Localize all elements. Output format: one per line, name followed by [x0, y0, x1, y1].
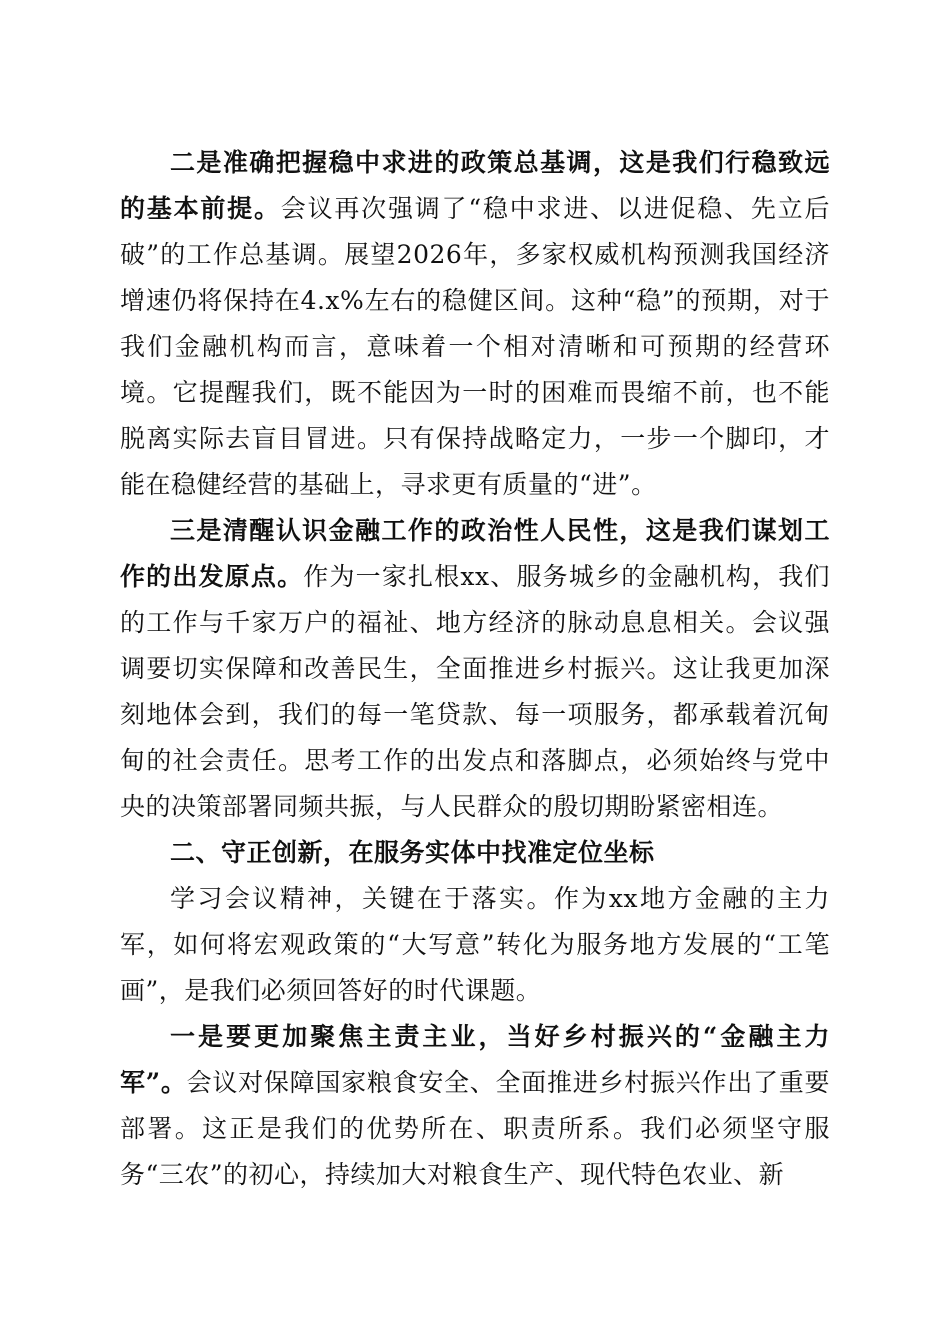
- paragraph-lead: 二是准确把握稳中求进的政策总基调，这是我们行稳致远的基本前提。: [120, 148, 830, 223]
- paragraph-stability: [120, 140, 830, 508]
- paragraph-lead: 一是要更加聚焦主责主业，当好乡村振兴的“金融主力军”。: [120, 1022, 830, 1097]
- paragraph-political-nature: [120, 508, 830, 830]
- paragraph-body: 会议对保障国家粮食安全、全面推进乡村振兴作出了重要部署。这正是我们的优势所在、职责所系。我们必须坚守服务“三农”的初心，持续加大对粮食生产、现代特色农业、新: [120, 1068, 830, 1189]
- paragraph-body: 作为一家扎根xx、服务城乡的金融机构，我们的工作与千家万户的福祉、地方经济的脉动息息相关。会议强调要切实保障和改善民生，全面推进乡村振兴。这让我更加深刻地体会到，我们的每一笔贷款、每一项服务，都承载着沉甸甸的社会责任。思考工作的出发点和落脚点，必须始终与党中央的决策部署同频共振，与人民群众的殷切期盼紧密相连。: [120, 562, 830, 821]
- paragraph-lead: 三是清醒认识金融工作的政治性人民性，这是我们谋划工作的出发原点。: [120, 516, 830, 591]
- section-intro: 学习会议精神，关键在于落实。作为xx地方金融的主力军，如何将宏观政策的“大写意”转化为服务地方发展的“工笔画”，是我们必须回答好的时代课题。: [120, 884, 830, 1005]
- paragraph-body: 会议再次强调了“稳中求进、以进促稳、先立后破”的工作总基调。展望2026年，多家权威机构预测我国经济增速仍将保持在4.x%左右的稳健区间。这种“稳”的预期，对于我们金融机构而言，意味着一个相对清晰和可预期的经营环境。它提醒我们，既不能因为一时的困难而畏缩不前，也不能脱离实际去盲目冒进。只有保持战略定力，一步一个脚印，才能在稳健经营的基础上，寻求更有质量的“进”。: [120, 194, 830, 499]
- section-heading: 二、守正创新，在服务实体中找准定位坐标: [170, 838, 655, 867]
- paragraph-rural-revitalization: [120, 1014, 830, 1198]
